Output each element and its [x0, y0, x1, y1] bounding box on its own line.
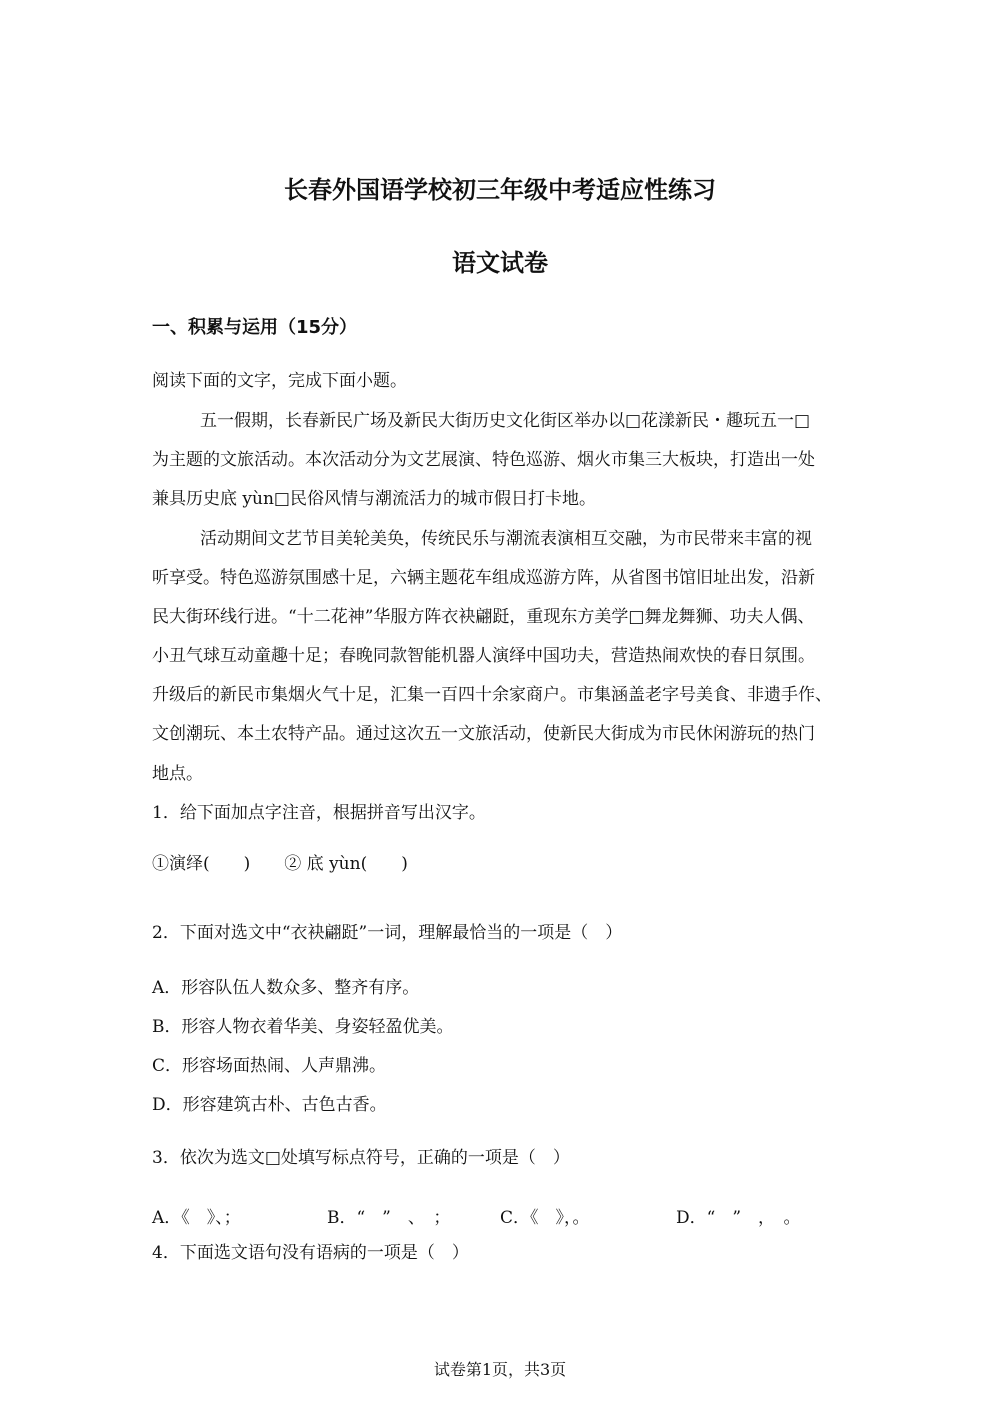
- question-3-option-c: C．《 》，。: [500, 1208, 590, 1228]
- passage-line: 听享受。特色巡游氛围感十足，六辆主题花车组成巡游方阵，从省图书馆旧址出发，沿新: [152, 568, 815, 588]
- page-footer: 试卷第1页，共3页: [433, 1360, 567, 1379]
- question-2-option-a: A．形容队伍人数众多、整齐有序。: [152, 978, 420, 998]
- passage-line: 小丑气球互动童趣十足；春晚同款智能机器人演绎中国功夫，营造热闹欢快的春日氛围。: [152, 646, 815, 666]
- passage-line: 升级后的新民市集烟火气十足，汇集一百四十余家商户。市集涵盖老字号美食、非遗手作、: [152, 685, 832, 705]
- passage-line: 文创潮玩、本土农特产品。通过这次五一文旅活动，使新民大街成为市民休闲游玩的热门: [152, 724, 815, 744]
- reading-instruction: 阅读下面的文字，完成下面小题。: [152, 371, 407, 391]
- question-3-stem: 3．依次为选文□处填写标点符号，正确的一项是（ ）: [152, 1148, 570, 1168]
- passage-line: 民大街环线行进。“十二花神”华服方阵衣袂翩跹，重现东方美学□舞龙舞狮、功夫人偶、: [152, 607, 815, 627]
- page-subtitle: 语文试卷: [452, 249, 548, 277]
- page-title: 长春外国语学校初三年级中考适应性练习: [284, 176, 716, 204]
- question-2-stem: 2．下面对选文中“衣袂翩跹”一词，理解最恰当的一项是（ ）: [152, 923, 623, 943]
- question-2-option-d: D．形容建筑古朴、古色古香。: [152, 1095, 387, 1115]
- question-1-items: ①演绎( ) ② 底 yùn( ): [152, 854, 408, 874]
- question-3-option-d: D．“ ” ， 。: [676, 1208, 801, 1228]
- question-4-stem: 4．下面选文语句没有语病的一项是（ ）: [152, 1243, 469, 1263]
- passage-line: 五一假期，长春新民广场及新民大街历史文化街区举办以□花漾新民・趣玩五一□: [200, 411, 811, 431]
- question-2-option-b: B．形容人物衣着华美、身姿轻盈优美。: [152, 1017, 454, 1037]
- question-2-option-c: C．形容场面热闹、人声鼎沸。: [152, 1056, 387, 1076]
- passage-line: 地点。: [152, 764, 203, 784]
- passage-line: 为主题的文旅活动。本次活动分为文艺展演、特色巡游、烟火市集三大板块，打造出一处: [152, 450, 815, 470]
- question-3-option-b: B．“ ” 、 ；: [327, 1208, 451, 1228]
- passage-line: 活动期间文艺节目美轮美奂，传统民乐与潮流表演相互交融，为市民带来丰富的视: [200, 529, 812, 549]
- question-3-option-a: A．《 》、；: [152, 1208, 241, 1228]
- passage-line: 兼具历史底 yùn□民俗风情与潮流活力的城市假日打卡地。: [152, 489, 596, 509]
- section-heading: 一、积累与运用（15分）: [152, 317, 358, 338]
- question-1-stem: 1．给下面加点字注音，根据拼音写出汉字。: [152, 803, 486, 823]
